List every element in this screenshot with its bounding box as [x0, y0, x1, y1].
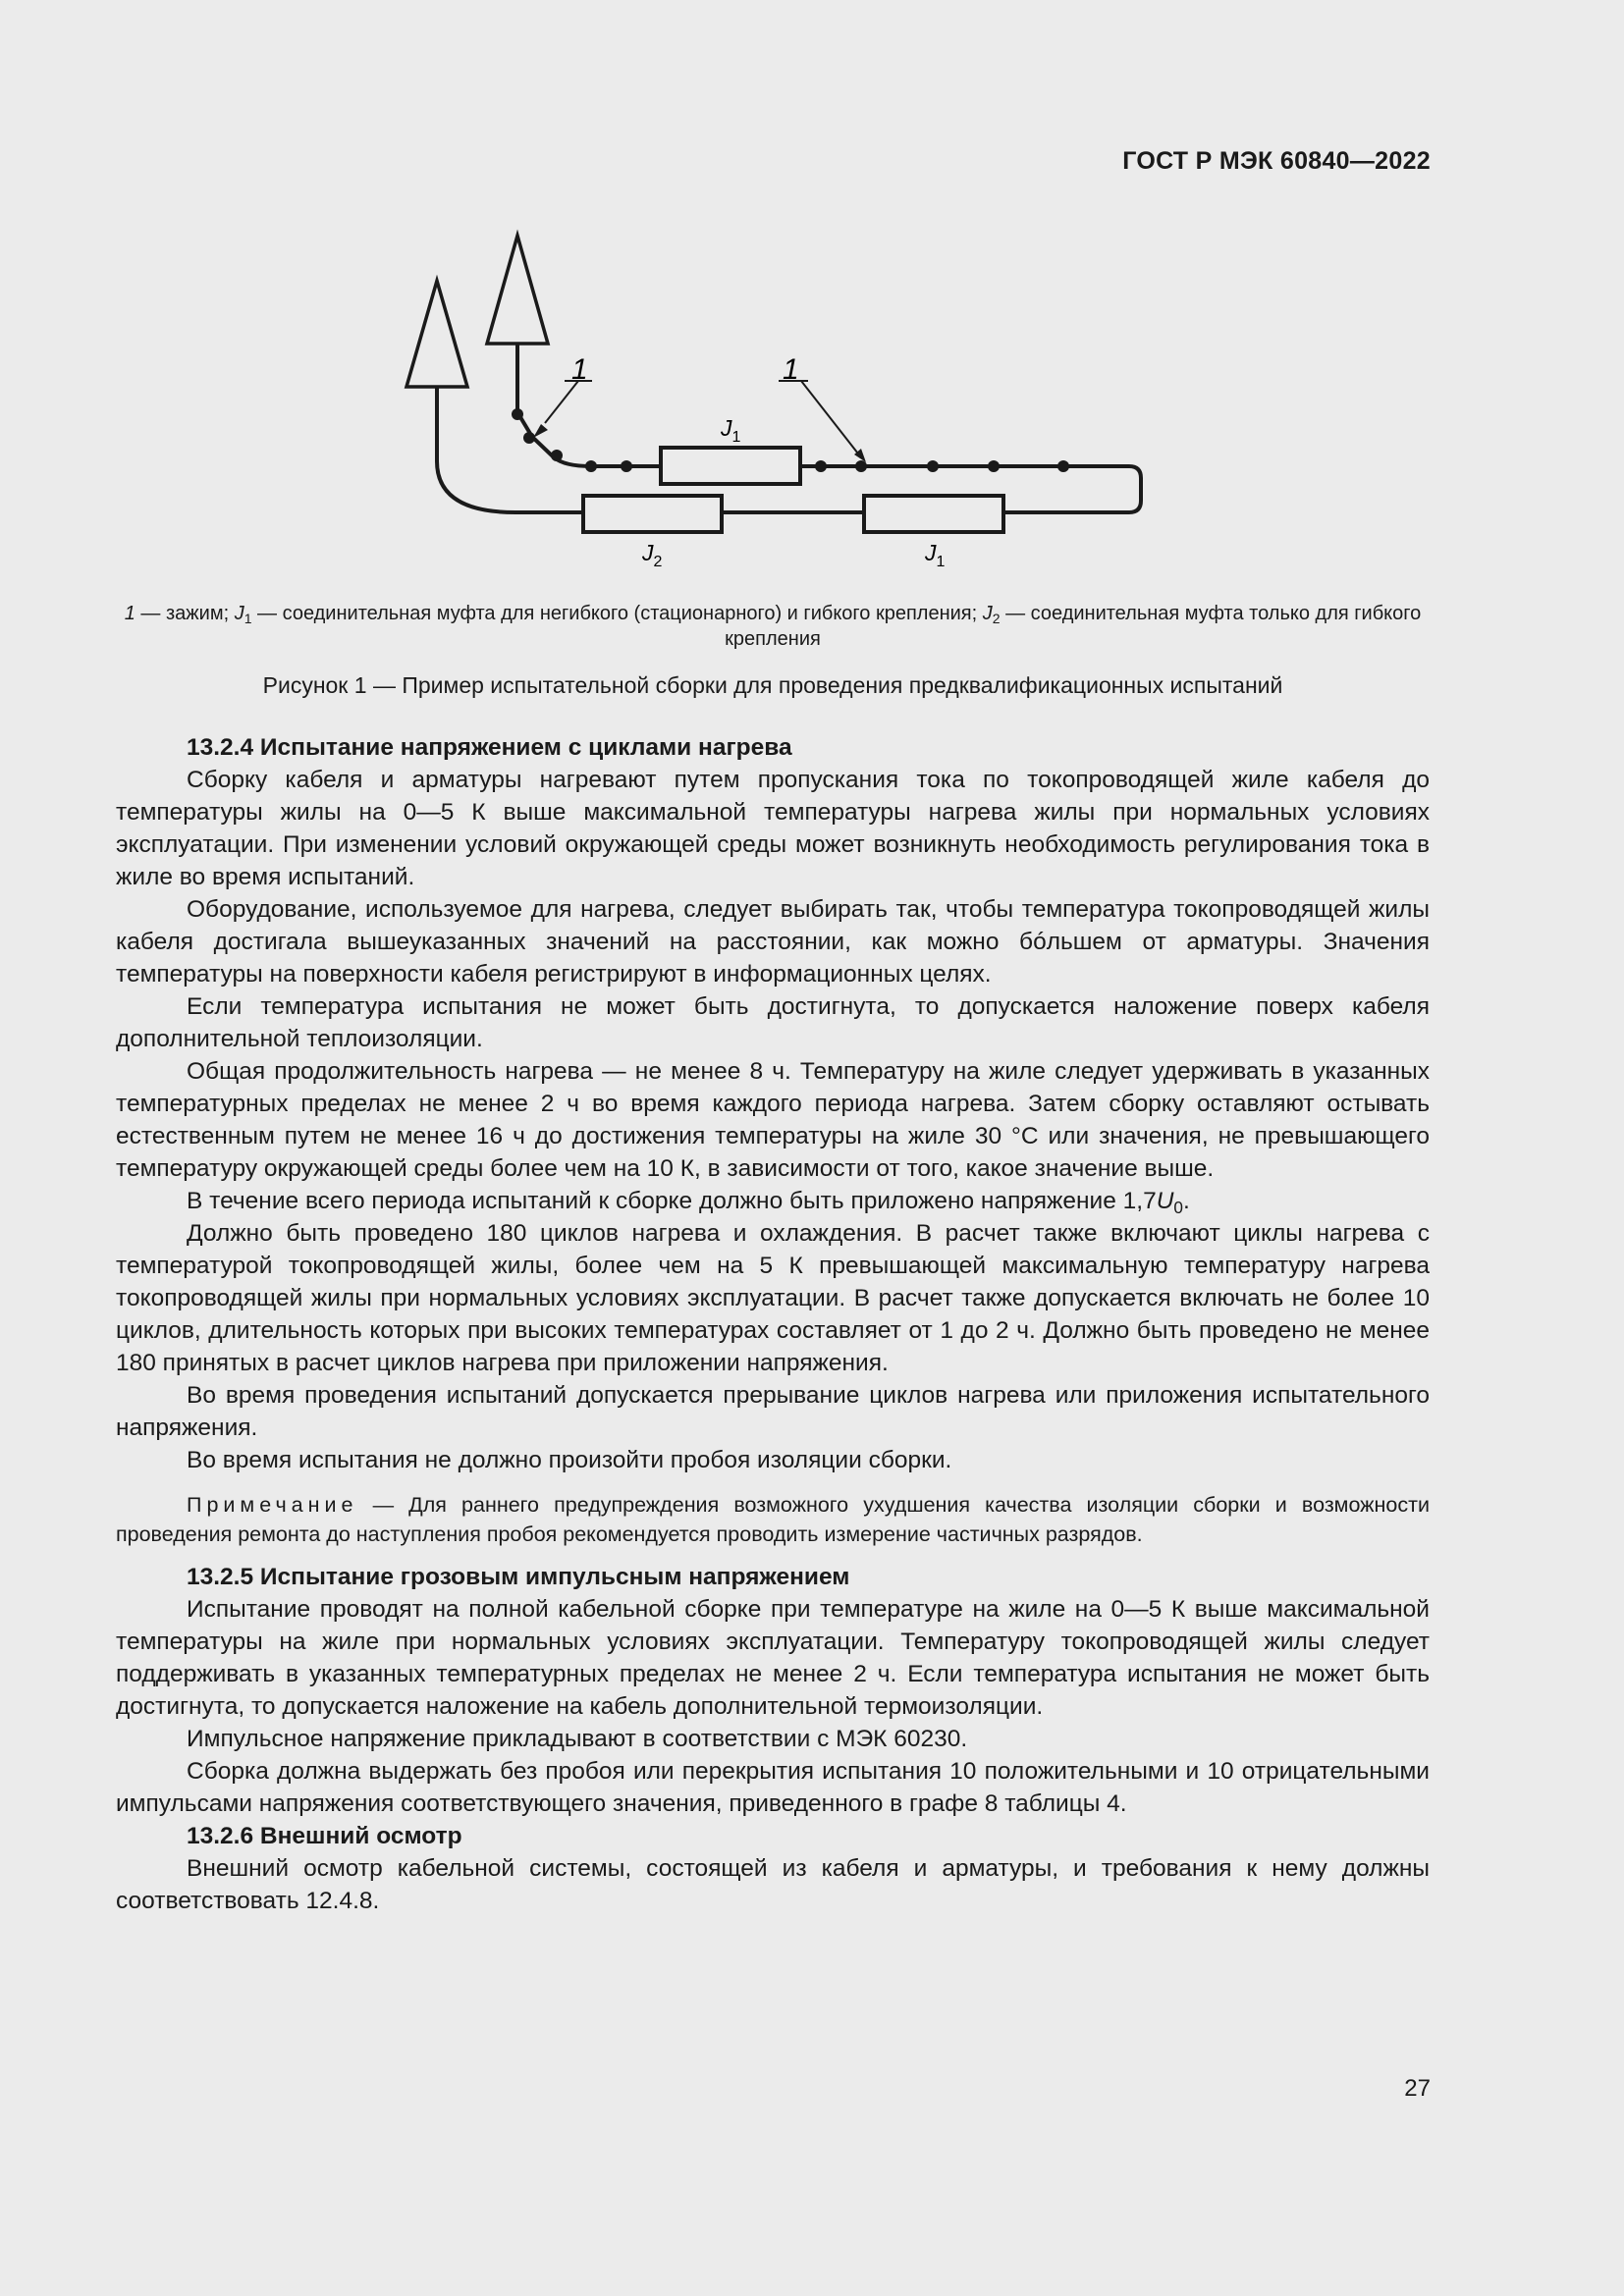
right-terminal [487, 236, 548, 344]
paragraph: В течение всего периода испытаний к сборке должно быть приложено напряжение $1,7U_0$. [187, 1188, 1190, 1218]
paragraph: Импульсное напряжение прикладывают в соответствии с МЭК 60230. [187, 1726, 968, 1752]
paragraph: Общая продолжительность нагрева — не менее 8 ч. Температуру на жиле следует удерживать в указанных температурных пределах не менее 2 ч во время каждого периода нагрева. Затем сборку оставляют остывать естественным путем не менее 16 ч до достижения температуры на жиле 30 °С или значения, не превышающего температуру окружающей среды более чем на 10 К, в зависимости от того, какое значение выше. [116, 1058, 1430, 1182]
joint-j1-bottom [864, 496, 1003, 532]
label-j1-bottom: $J_1$ [925, 540, 946, 570]
test-assembly-figure [0, 0, 1624, 589]
heading-13-2-6: 13.2.6 Внешний осмотр [187, 1823, 462, 1849]
page-number: 27 [1404, 2075, 1431, 2102]
note-label: Примечание [187, 1493, 358, 1517]
heading-13-2-5: 13.2.5 Испытание грозовым импульсным напряжением [187, 1564, 850, 1590]
paragraph: Если температура испытания не может быть достигнута, то допускается наложение поверх кабеля дополнительной теплоизоляции. [116, 993, 1430, 1052]
standard-header: ГОСТ Р МЭК 60840—2022 [1122, 147, 1431, 175]
callout-label-1-right: 1 [783, 353, 799, 386]
joint-j2-bottom [583, 496, 722, 532]
callout-label-1-left: 1 [571, 353, 588, 386]
paragraph: Должно быть проведено 180 циклов нагрева и охлаждения. В расчет также включают циклы нагрева с температурой токопроводящей жилы, более чем на 5 К превышающей максимальную температуру нагрева токопроводящей жилы при нормальных условиях эксплуатации. В расчет также допускается включать не более 10 циклов, длительность которых при высоких температурах составляет от 1 до 2 ч. Должно быть проведено не менее 180 принятых в расчет циклов нагрева при приложении напряжения. [116, 1220, 1430, 1376]
paragraph: Испытание проводят на полной кабельной сборке при температуре на жиле на 0—5 К выше максимальной температуры на жиле при нормальных условиях эксплуатации. Температуру токопроводящей жилы следует поддерживать в указанных температурных пределах не менее 2 ч. Если температура испытания не может быть достигнута, то допускается наложение на кабель дополнительной термоизоляции. [116, 1596, 1430, 1720]
paragraph: Сборка должна выдержать без пробоя или перекрытия испытания 10 положительными и 10 отрицательными импульсами напряжения соответствующего значения, приведенного в графе 8 таблицы 4. [116, 1758, 1430, 1817]
label-j2-bottom: $J_2$ [642, 540, 663, 570]
note: Примечание — Для раннего предупреждения возможного ухудшения качества изоляции сборки и возможности проведения ремонта до наступления пробоя рекомендуется проводить измерение частичных разрядов. [116, 1493, 1430, 1546]
left-terminal [406, 281, 467, 387]
clamp-dots [512, 408, 1069, 472]
left-lead [437, 387, 515, 512]
cable-loop [1065, 466, 1141, 512]
label-j1-top: $J_1$ [721, 415, 741, 446]
main-text [116, 731, 1430, 1917]
paragraph: Во время испытания не должно произойти пробоя изоляции сборки. [187, 1447, 952, 1473]
figure-legend: 1 — зажим; $J_1$ — соединительная муфта для негибкого (стационарного) и гибкого крепления; $J_2$ — соединительная муфта только для гибкого крепления [124, 603, 1422, 650]
figure-caption: Рисунок 1 — Пример испытательной сборки для проведения предквалификационных испытаний [262, 672, 1283, 698]
joint-j1-top [661, 448, 800, 484]
paragraph: Оборудование, используемое для нагрева, следует выбирать так, чтобы температура токопроводящей жилы кабеля достигала вышеуказанных значений на расстоянии, как можно бóльшем от арматуры. Значения температуры на поверхности кабеля регистрируют в информационных целях. [116, 896, 1430, 988]
heading-13-2-4: 13.2.4 Испытание напряжением с циклами нагрева [187, 734, 792, 761]
paragraph: Внешний осмотр кабельной системы, состоящей из кабеля и арматуры, и требования к нему должны соответствовать 12.4.8. [116, 1855, 1430, 1914]
paragraph: Во время проведения испытаний допускается прерывание циклов нагрева или приложения испытательного напряжения. [116, 1382, 1430, 1441]
paragraph: Сборку кабеля и арматуры нагревают путем пропускания тока по токопроводящей жиле кабеля до температуры жилы на 0—5 К выше максимальной температуры нагрева жилы при нормальных условиях эксплуатации. При изменении условий окружающей среды может возникнуть необходимость регулирования тока в жиле во время испытаний. [116, 767, 1430, 890]
